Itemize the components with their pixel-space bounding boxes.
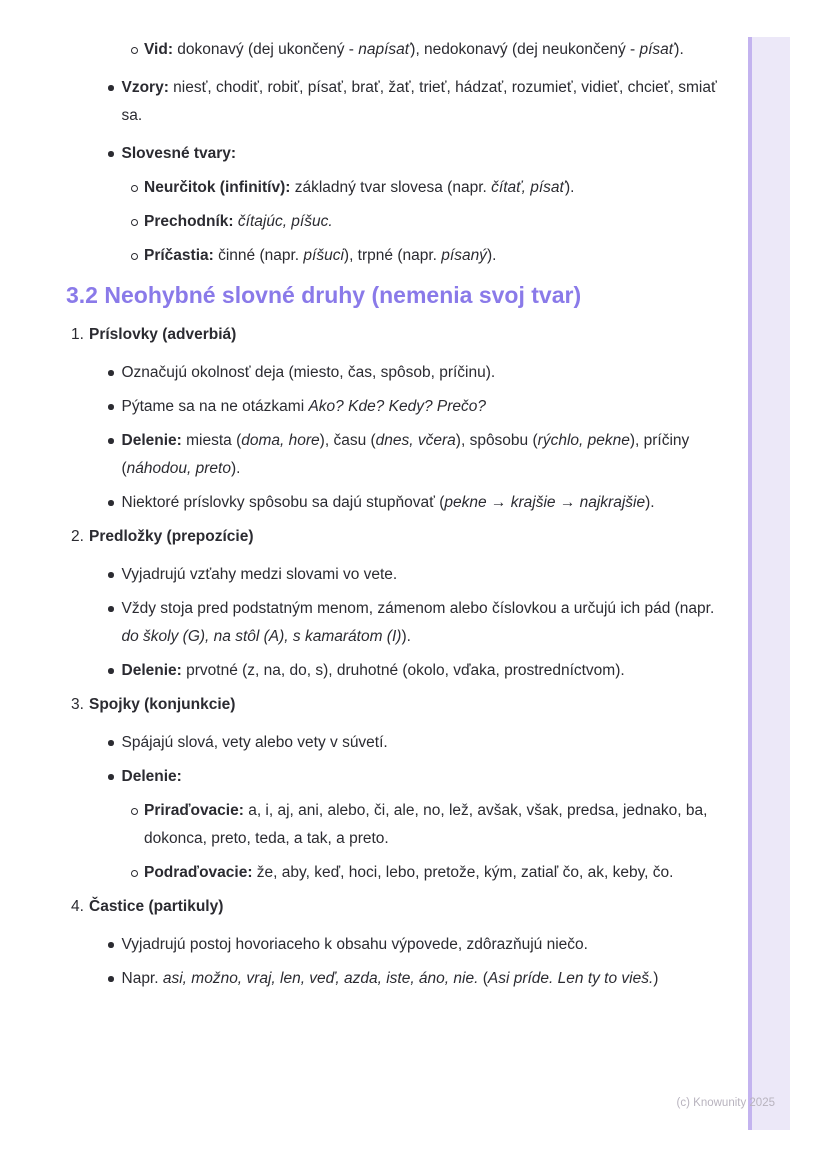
- list-item-text: Pýtame sa na ne otázkami Ako? Kde? Kedy? Prečo?: [121, 398, 486, 415]
- list-item: [66, 763, 730, 791]
- list-item: [66, 797, 730, 853]
- list-item-text: Označujú okolnosť deja (miesto, čas, spôsob, príčinu).: [121, 364, 496, 381]
- bullet-icon: [108, 668, 114, 674]
- list-item-text: Vždy stoja pred podstatným menom, zámenom alebo číslovkou a určujú ich pád (napr. do školy (G), na stôl (A), s kamarátom (I)).: [121, 600, 715, 645]
- section-number: 4.: [71, 898, 84, 915]
- list-item-text: Delenie: prvotné (z, na, do, s), druhotné (okolo, vďaka, prostredníctvom).: [121, 662, 625, 679]
- copyright-watermark: (c) Knowunity 2025: [676, 1097, 775, 1109]
- list-item: [66, 657, 730, 685]
- list-item-prechodnik: [66, 208, 730, 236]
- section-heading: 3.2 Neohybné slovné druhy (nemenia svoj tvar): [66, 282, 582, 308]
- section-title: [66, 691, 730, 719]
- bullet-icon: [108, 942, 114, 948]
- list-item-text: Prechodník: čítajúc, píšuc.: [144, 213, 333, 230]
- list-item-text: Neurčitok (infinitív): základný tvar slovesa (napr. čítať, písať).: [144, 179, 575, 196]
- list-item: [66, 729, 730, 757]
- bullet-icon: [108, 976, 114, 982]
- list-item: [66, 859, 730, 887]
- section-prislovky: [66, 321, 730, 517]
- list-item-text: Spájajú slová, vety alebo vety v súvetí.: [121, 734, 388, 751]
- bullet-icon: [108, 370, 114, 376]
- list-item: [66, 965, 730, 993]
- section-title-text: Predložky (prepozície): [89, 528, 254, 545]
- list-item-text: Vzory: niesť, chodiť, robiť, písať, brať, žať, trieť, hádzať, rozumieť, vidieť, chcieť, smiať sa.: [121, 79, 717, 124]
- section-title: [66, 893, 730, 921]
- bullet-icon: [108, 572, 114, 578]
- list-item-text: Vid: dokonavý (dej ukončený - napísať), nedokonavý (dej neukončený - písať).: [144, 41, 684, 58]
- hollow-bullet-icon: [131, 219, 138, 226]
- list-item-text: Niektoré príslovky spôsobu sa dajú stupňovať (pekne → krajšie → najkrajšie).: [121, 494, 655, 511]
- section-title-text: Častice (partikuly): [89, 898, 224, 915]
- list-item-text: Delenie: miesta (doma, hore), času (dnes, včera), spôsobu (rýchlo, pekne), príčiny (náhodou, preto).: [121, 432, 690, 477]
- list-item: [66, 393, 730, 421]
- hollow-bullet-icon: [131, 808, 138, 815]
- list-item: [66, 595, 730, 651]
- list-item: [66, 931, 730, 959]
- section-spojky: [66, 691, 730, 887]
- section-castice: [66, 893, 730, 993]
- section-predlozky: [66, 523, 730, 685]
- section-number: 1.: [71, 326, 84, 343]
- section-number: 3.: [71, 696, 84, 713]
- list-item-pricastia: [66, 242, 730, 270]
- bullet-icon: [108, 500, 114, 506]
- list-item-text: Delenie:: [121, 768, 182, 785]
- list-item: [66, 561, 730, 589]
- list-item-text: Priraďovacie: a, i, aj, ani, alebo, či, ale, no, lež, avšak, však, predsa, jednako, ba, dokonca, preto, teda, a tak, a preto.: [144, 802, 708, 847]
- bullet-icon: [108, 438, 114, 444]
- section-title-text: Spojky (konjunkcie): [89, 696, 236, 713]
- bullet-icon: [108, 151, 114, 157]
- hollow-bullet-icon: [131, 253, 138, 260]
- list-item-text: Vyjadrujú vzťahy medzi slovami vo vete.: [121, 566, 398, 583]
- section-number: 2.: [71, 528, 84, 545]
- bullet-icon: [108, 774, 114, 780]
- bullet-icon: [108, 404, 114, 410]
- bullet-icon: [108, 606, 114, 612]
- bullet-icon: [108, 740, 114, 746]
- list-item-text: Podraďovacie: že, aby, keď, hoci, lebo, pretože, kým, zatiaľ čo, ak, keby, čo.: [144, 864, 674, 881]
- bullet-icon: [108, 85, 114, 91]
- hollow-bullet-icon: [131, 47, 138, 54]
- list-item: [66, 359, 730, 387]
- list-item: [66, 427, 730, 483]
- section-title-text: Príslovky (adverbiá): [89, 326, 237, 343]
- list-item-slovesne-tvary: [66, 140, 730, 168]
- list-item-text: Príčastia: činné (napr. píšuci), trpné (napr. písaný).: [144, 247, 497, 264]
- section-title: [66, 523, 730, 551]
- section-title: [66, 321, 730, 349]
- list-item-text: Napr. asi, možno, vraj, len, veď, azda, iste, áno, nie. (Asi príde. Len ty to vieš.): [121, 970, 659, 987]
- hollow-bullet-icon: [131, 185, 138, 192]
- list-item-neurcitok: [66, 174, 730, 202]
- list-item: [66, 489, 730, 517]
- list-item-vid: [66, 36, 730, 64]
- page-edge-decoration: [748, 37, 790, 1130]
- list-item-text: Vyjadrujú postoj hovoriaceho k obsahu výpovede, zdôrazňujú niečo.: [121, 936, 588, 953]
- list-item-text: Slovesné tvary:: [121, 145, 237, 162]
- hollow-bullet-icon: [131, 870, 138, 877]
- list-item-vzory: [66, 74, 730, 130]
